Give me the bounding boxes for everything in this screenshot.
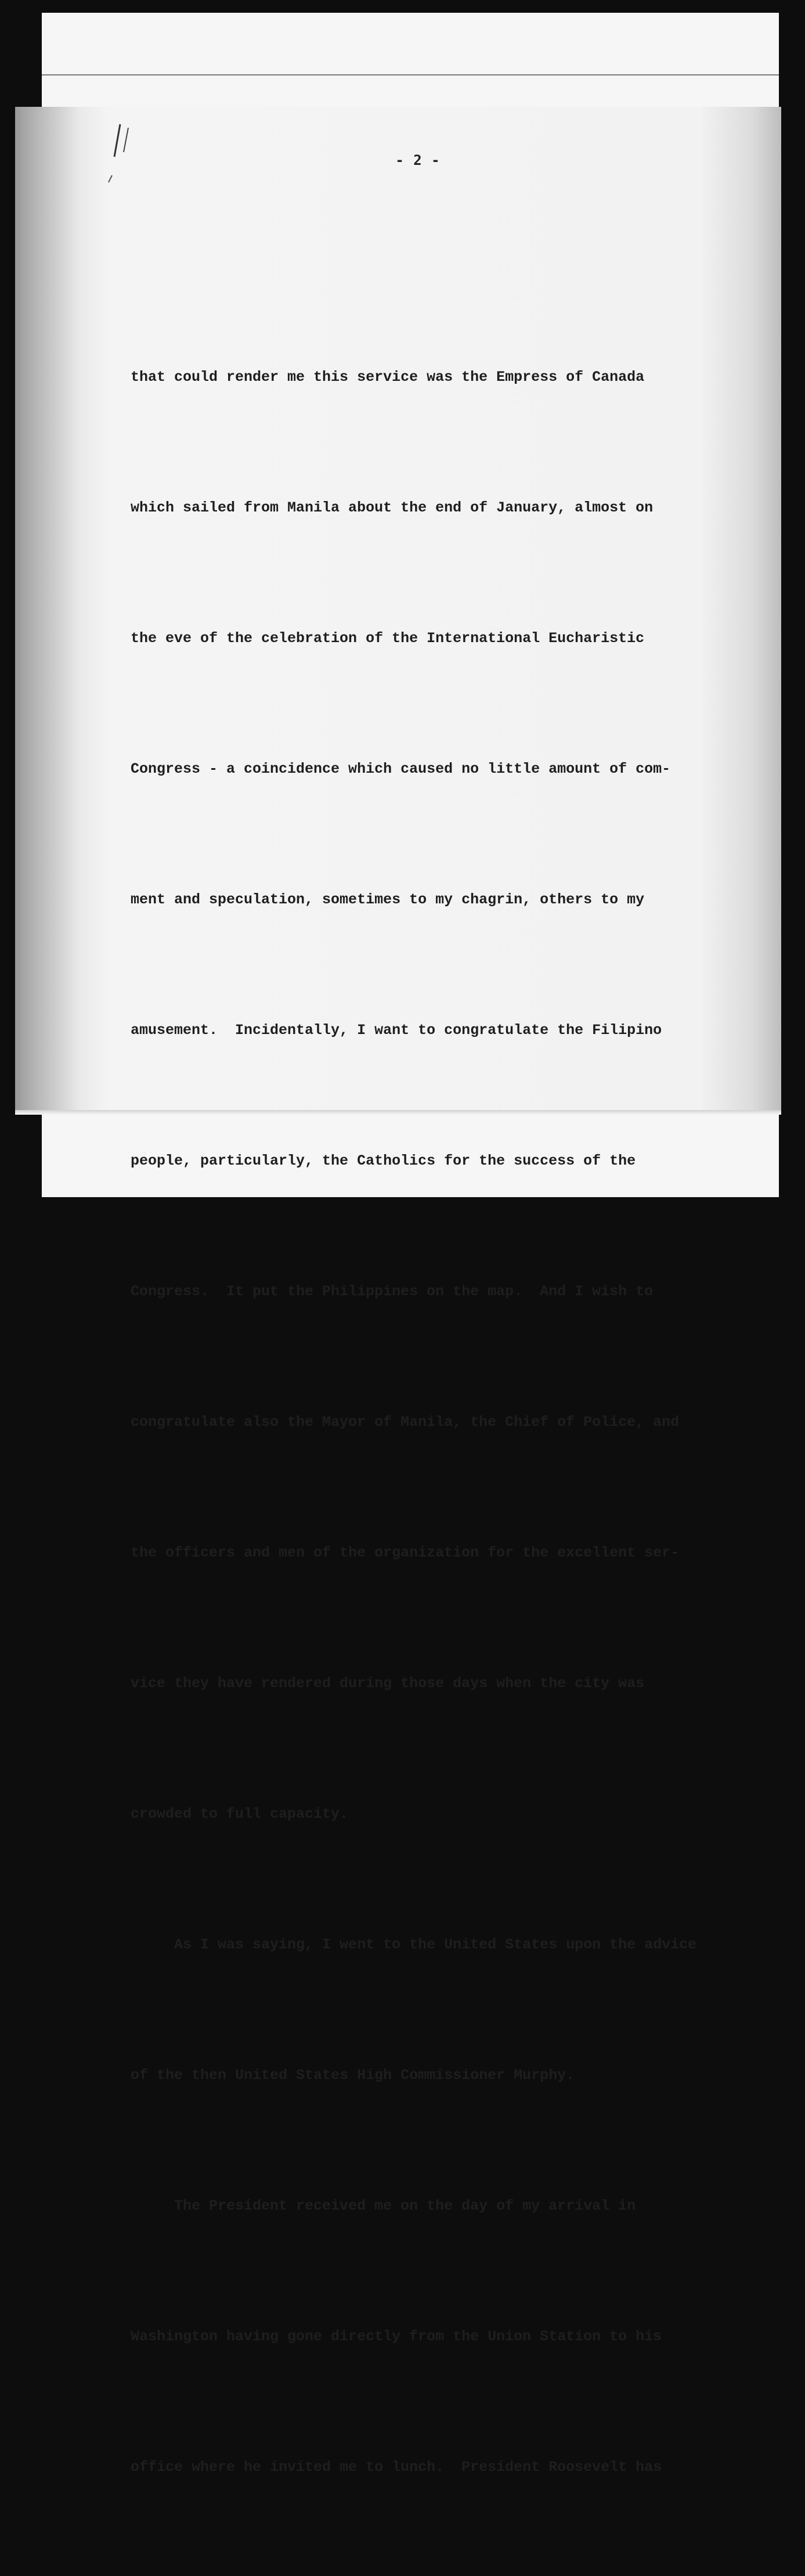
text-line: crowded to full capacity. — [131, 1806, 349, 1822]
text-line: vice they have rendered during those days when the city was — [131, 1675, 645, 1692]
text-line: Congress. It put the Philippines on the map. And I wish to — [131, 1283, 654, 1300]
back-sheet-edge-line — [42, 74, 779, 75]
text-line: people, particularly, the Catholics for the success of the — [131, 1152, 636, 1169]
text-line: As I was saying, I went to the United States upon the advice — [131, 1936, 697, 1953]
text-line: amusement. Incidentally, I want to congratulate the Filipino — [131, 1022, 662, 1039]
page-number: - 2 - — [395, 152, 441, 168]
text-line: The President received me on the day of my arrival in — [131, 2197, 636, 2214]
text-line: which sailed from Manila about the end of January, almost on — [131, 499, 654, 516]
text-line: the eve of the celebration of the International Eucharistic — [131, 630, 645, 647]
text-line: Congress - a coincidence which caused no little amount of com- — [131, 761, 671, 777]
text-line: office where he invited me to lunch. President Roosevelt has — [131, 2459, 662, 2476]
text-line: congratulate also the Mayor of Manila, the Chief of Police, and — [131, 1414, 680, 1431]
text-line: of the then United States High Commissioner Murphy. — [131, 2067, 575, 2084]
text-line: ment and speculation, sometimes to my chagrin, others to my — [131, 891, 645, 908]
text-line: the officers and men of the organization for the excellent ser- — [131, 1544, 680, 1561]
typed-body-text — [131, 268, 775, 2576]
text-line: that could render me this service was the Empress of Canada — [131, 369, 645, 386]
text-line: Washington having gone directly from the Union Station to his — [131, 2328, 662, 2345]
pencil-mark-icon — [107, 122, 142, 186]
